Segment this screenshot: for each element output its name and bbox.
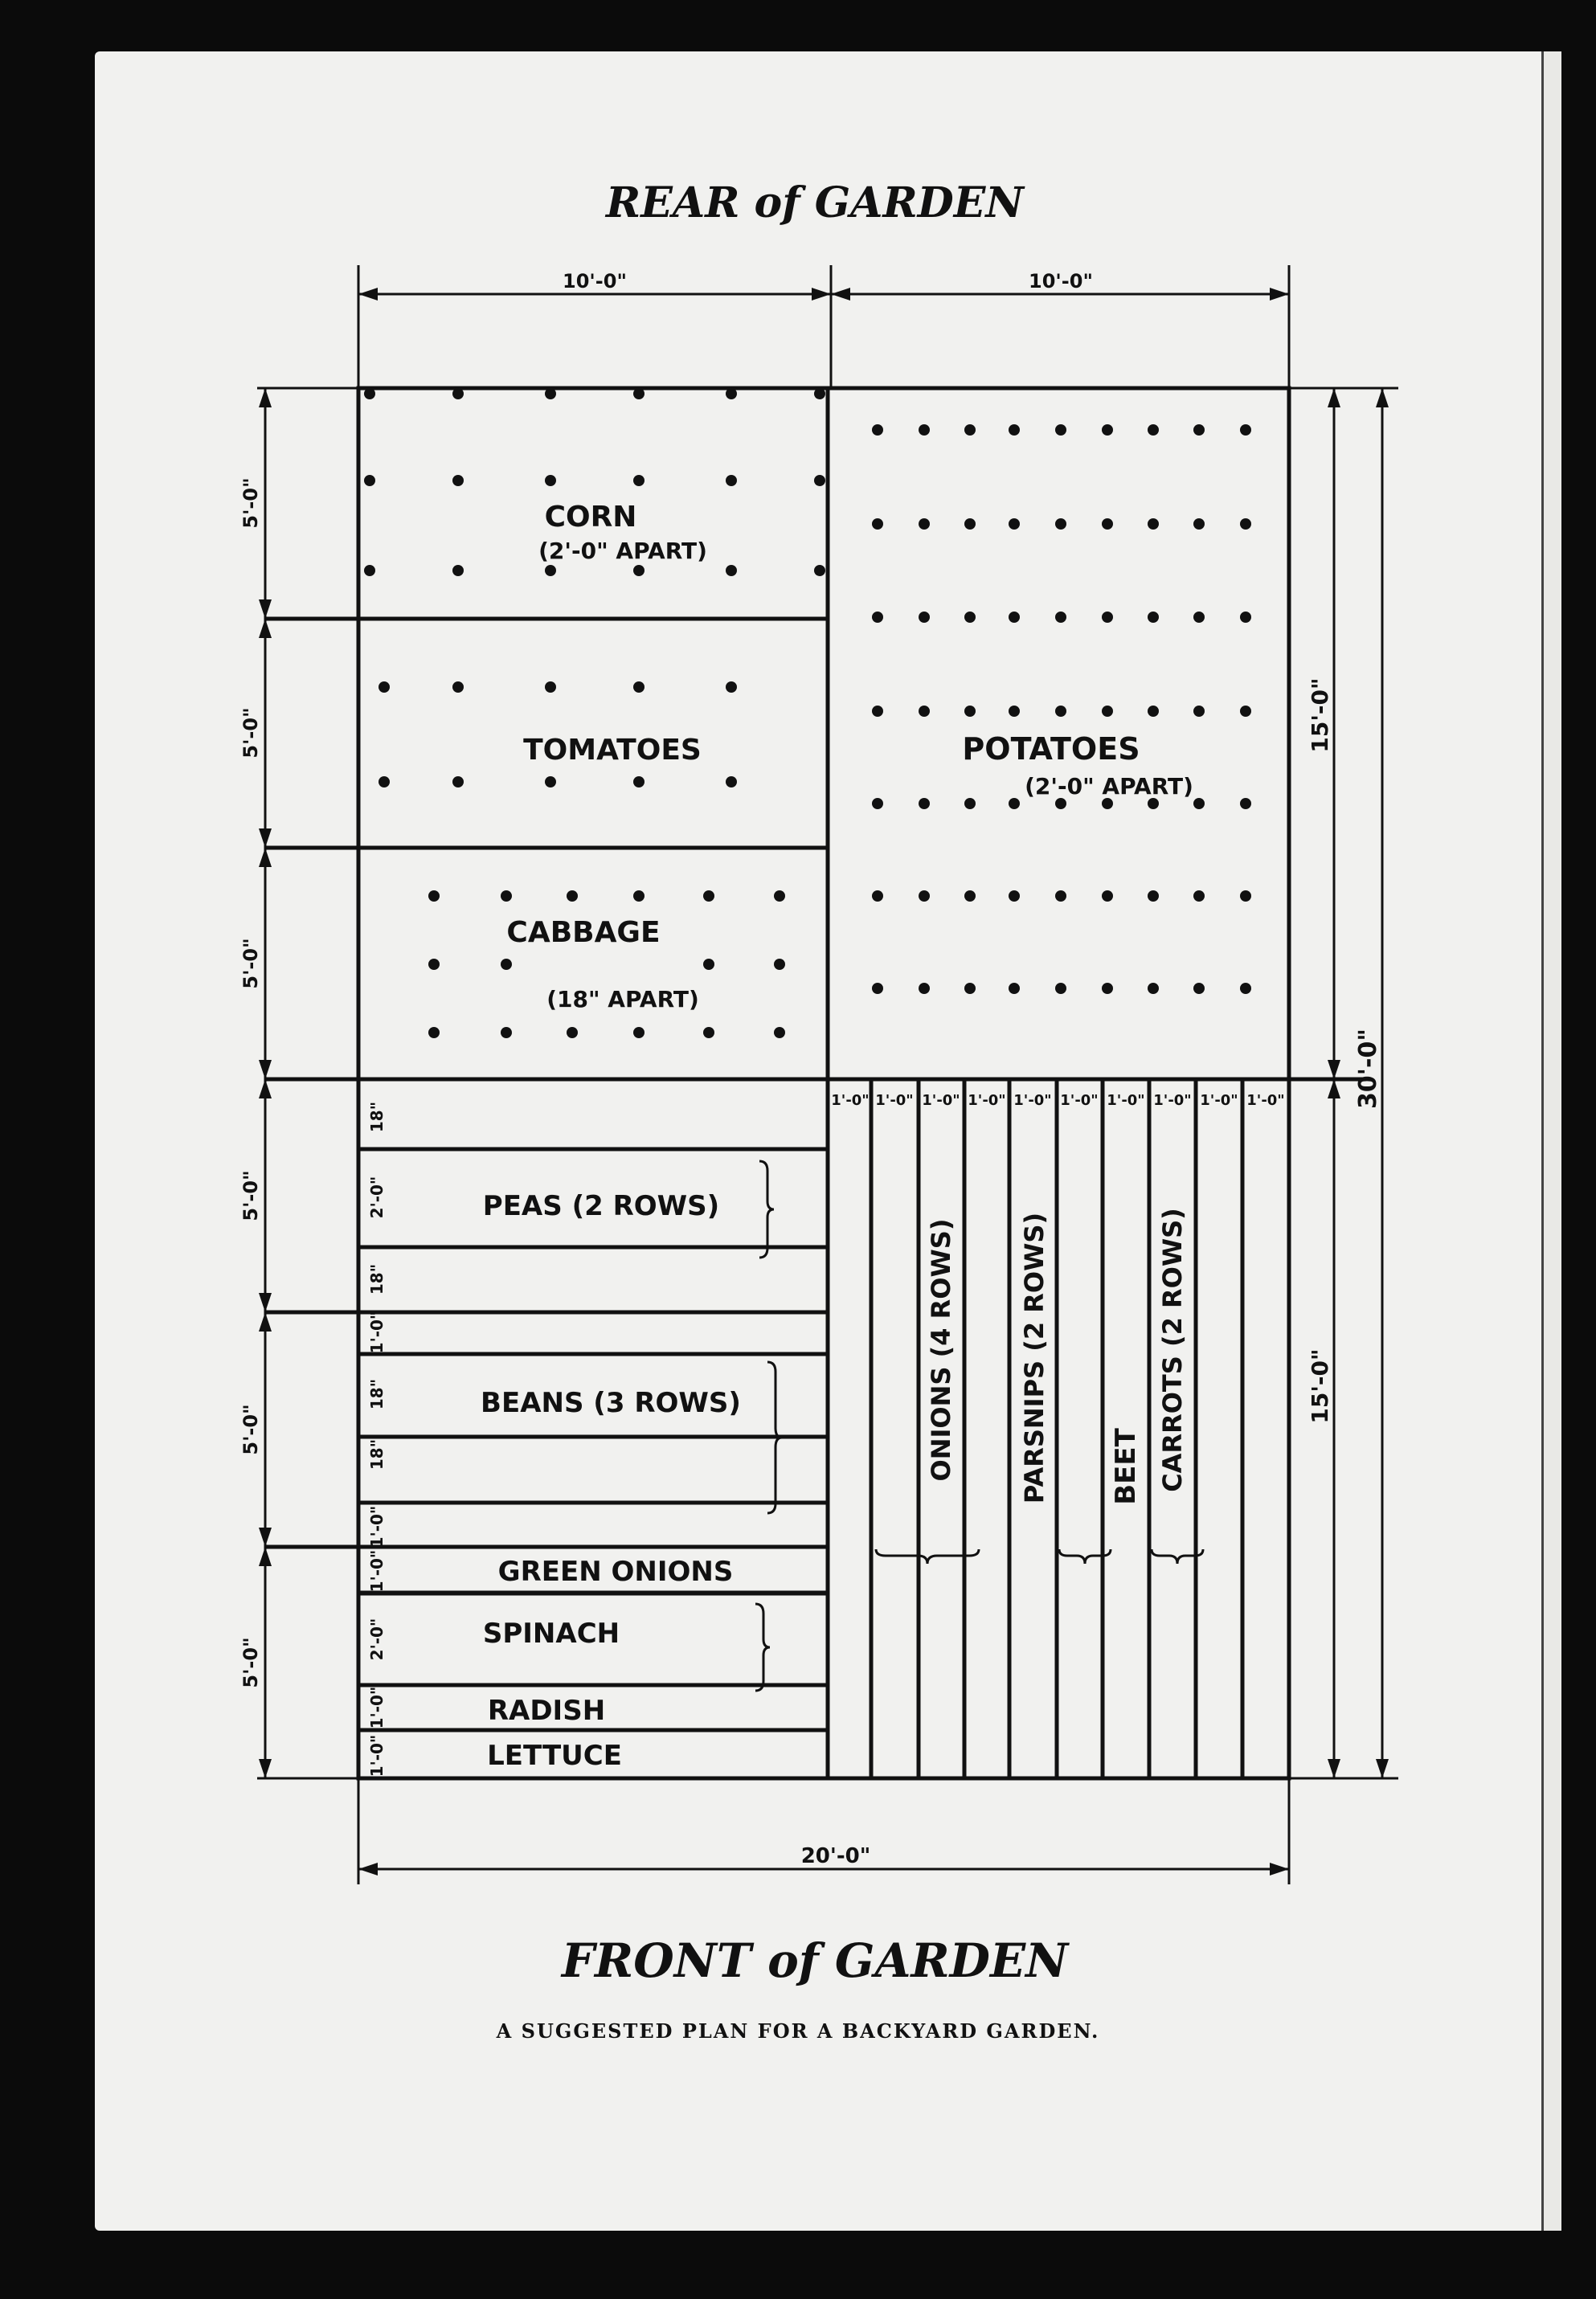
plant-dot: [1055, 890, 1066, 902]
dim-left-1: 5'-0": [239, 477, 262, 529]
plant-dot: [1055, 612, 1066, 623]
plant-dot: [1240, 424, 1251, 436]
plant-dot: [1193, 424, 1205, 436]
plant-dot: [1193, 518, 1205, 530]
label-potatoes: POTATOES: [962, 731, 1140, 767]
plant-dot: [452, 475, 464, 486]
label-corn-note: (2'-0" APART): [538, 538, 707, 564]
plant-dot: [428, 890, 440, 902]
right-row-spacing-label: 1'-0": [1200, 1092, 1238, 1109]
right-row-spacing-label: 1'-0": [968, 1092, 1006, 1109]
dim-right-upper: 15'-0": [1307, 677, 1333, 753]
left-row-spacing-label: 1'-0": [367, 1734, 387, 1777]
plant-dot: [633, 776, 645, 787]
plant-dot: [1148, 424, 1159, 436]
plant-dot: [872, 424, 883, 436]
plant-dot: [964, 424, 976, 436]
plant-dot: [452, 388, 464, 399]
left-row-spacing-label: 18": [367, 1101, 387, 1133]
dim-right-total: 30'-0": [1354, 1029, 1382, 1109]
plant-dot: [633, 890, 645, 902]
plant-dot: [1055, 706, 1066, 717]
plant-dot: [1055, 798, 1066, 809]
plant-dot: [1148, 518, 1159, 530]
plant-dot: [814, 565, 825, 576]
plant-dot: [633, 388, 645, 399]
label-beet: BEET: [1110, 1428, 1142, 1505]
plant-dot: [872, 612, 883, 623]
plant-dot: [919, 706, 930, 717]
plant-dot: [1240, 890, 1251, 902]
plant-dot: [703, 959, 714, 970]
label-green-onions: GREEN ONIONS: [497, 1556, 734, 1588]
plant-dot: [1240, 798, 1251, 809]
plant-dot: [567, 890, 578, 902]
row-braces: [755, 1161, 1203, 1691]
plant-dot: [964, 890, 976, 902]
dim-left-3: 5'-0": [239, 938, 262, 989]
right-row-spacing-label: 1'-0": [1013, 1092, 1052, 1109]
plant-dot: [1009, 518, 1020, 530]
plant-dot: [545, 388, 556, 399]
label-potatoes-note: (2'-0" APART): [1025, 773, 1193, 800]
plant-dot: [1102, 798, 1113, 809]
plant-dot: [1009, 612, 1020, 623]
label-corn: CORN: [544, 501, 637, 534]
plant-dot: [919, 518, 930, 530]
right-row-spacing-label: 1'-0": [1153, 1092, 1192, 1109]
label-beans: BEANS (3 ROWS): [481, 1387, 741, 1419]
rear-heading: REAR of GARDEN: [606, 178, 1024, 227]
plant-dot: [1009, 424, 1020, 436]
plant-dot: [1148, 798, 1159, 809]
plant-dot: [703, 1027, 714, 1038]
plant-dot: [964, 518, 976, 530]
figure-caption: A SUGGESTED PLAN FOR A BACKYARD GARDEN.: [496, 2019, 1100, 2043]
plant-dot: [1102, 518, 1113, 530]
plant-dot: [501, 1027, 512, 1038]
plant-dot: [1055, 518, 1066, 530]
label-lettuce: LETTUCE: [487, 1740, 622, 1772]
left-row-spacing-label: 18": [367, 1263, 387, 1295]
plant-dot: [872, 798, 883, 809]
left-row-spacing-label: 18": [367, 1378, 387, 1410]
label-cabbage: CABBAGE: [506, 916, 661, 949]
plant-dot: [726, 776, 737, 787]
plant-dot: [1102, 706, 1113, 717]
plant-dot: [633, 681, 645, 693]
dim-left-6: 5'-0": [239, 1637, 262, 1688]
label-onions: ONIONS (4 ROWS): [926, 1218, 956, 1482]
plant-dot: [1009, 890, 1020, 902]
plant-dot: [703, 890, 714, 902]
dim-top-right: 10'-0": [1029, 270, 1093, 292]
plant-dot: [774, 890, 785, 902]
plant-dot: [501, 959, 512, 970]
plant-dot: [1148, 706, 1159, 717]
plant-dot: [379, 681, 390, 693]
plant-dot: [1193, 983, 1205, 994]
label-radish: RADISH: [487, 1695, 606, 1727]
left-row-spacing-label: 18": [367, 1438, 387, 1471]
plant-dot: [919, 424, 930, 436]
left-row-spacing-label: 1'-0": [367, 1686, 387, 1729]
label-parsnips: PARSNIPS (2 ROWS): [1019, 1212, 1050, 1504]
dim-bottom-total: 20'-0": [800, 1844, 871, 1868]
plant-dot: [545, 475, 556, 486]
dim-left-2: 5'-0": [239, 707, 262, 759]
plant-dot: [964, 612, 976, 623]
plant-dot: [1148, 612, 1159, 623]
plant-dot: [567, 1027, 578, 1038]
label-carrots: CARROTS (2 ROWS): [1157, 1208, 1188, 1492]
left-row-spacing-labels: [367, 1102, 387, 1777]
plant-dot: [364, 475, 375, 486]
plant-dot: [428, 1027, 440, 1038]
left-row-spacing-label: 2'-0": [367, 1618, 387, 1661]
dimension-lines: [259, 288, 1389, 1876]
plant-dot: [1193, 890, 1205, 902]
plant-dot: [1055, 983, 1066, 994]
plant-dot: [1009, 706, 1020, 717]
dim-left-4: 5'-0": [239, 1170, 262, 1221]
plant-dot: [1148, 890, 1159, 902]
plant-dot: [1240, 983, 1251, 994]
plant-dot: [1148, 983, 1159, 994]
plant-dot: [1009, 983, 1020, 994]
plant-dot: [726, 681, 737, 693]
plant-dot: [726, 565, 737, 576]
plant-dot: [814, 388, 825, 399]
plant-dot: [964, 798, 976, 809]
left-row-spacing-label: 1'-0": [367, 1549, 387, 1593]
plant-dot: [1055, 424, 1066, 436]
left-row-spacing-label: 1'-0": [367, 1505, 387, 1548]
plant-dot: [428, 959, 440, 970]
plant-dot: [1193, 612, 1205, 623]
plan-lines: [257, 265, 1398, 1884]
right-row-spacing-label: 1'-0": [875, 1092, 914, 1109]
dim-right-lower: 15'-0": [1307, 1348, 1333, 1424]
plant-dot: [364, 565, 375, 576]
plant-dot: [452, 776, 464, 787]
right-row-spacing-label: 1'-0": [1107, 1092, 1145, 1109]
plant-dot: [919, 983, 930, 994]
plant-dots: [364, 388, 1251, 1038]
plant-dot: [1240, 706, 1251, 717]
right-row-spacing-label: 1'-0": [1060, 1092, 1099, 1109]
plant-dot: [1102, 890, 1113, 902]
plant-dot: [1240, 612, 1251, 623]
plant-dot: [726, 388, 737, 399]
plant-dot: [1009, 798, 1020, 809]
plant-dot: [872, 706, 883, 717]
plant-dot: [919, 890, 930, 902]
plant-dot: [364, 388, 375, 399]
front-heading: FRONT of GARDEN: [561, 1933, 1069, 1988]
left-row-spacing-label: 2'-0": [367, 1176, 387, 1219]
plant-dot: [452, 681, 464, 693]
plant-dot: [1102, 612, 1113, 623]
plant-dot: [774, 1027, 785, 1038]
label-spinach: SPINACH: [482, 1618, 620, 1650]
plant-dot: [964, 706, 976, 717]
plant-dot: [452, 565, 464, 576]
plant-dot: [633, 1027, 645, 1038]
plant-dot: [545, 681, 556, 693]
plant-dot: [774, 959, 785, 970]
plant-dot: [919, 798, 930, 809]
plant-dot: [814, 475, 825, 486]
plant-dot: [1193, 798, 1205, 809]
plant-dot: [872, 890, 883, 902]
plant-dot: [726, 475, 737, 486]
plant-dot: [1102, 424, 1113, 436]
plant-dot: [379, 776, 390, 787]
dim-left-5: 5'-0": [239, 1404, 262, 1455]
left-row-spacing-label: 1'-0": [367, 1311, 387, 1354]
right-row-spacing-label: 1'-0": [922, 1092, 960, 1109]
dim-top-left: 10'-0": [563, 270, 627, 292]
plant-dot: [545, 776, 556, 787]
right-row-spacing-label: 1'-0": [831, 1092, 870, 1109]
plant-dot: [872, 518, 883, 530]
plant-dot: [872, 983, 883, 994]
plant-dot: [501, 890, 512, 902]
plant-dot: [1240, 518, 1251, 530]
label-cabbage-note: (18" APART): [546, 986, 699, 1012]
label-tomatoes: TOMATOES: [523, 734, 702, 767]
plant-dot: [1102, 983, 1113, 994]
plant-dot: [545, 565, 556, 576]
plant-dot: [633, 475, 645, 486]
plant-dot: [919, 612, 930, 623]
right-row-spacing-label: 1'-0": [1246, 1092, 1285, 1109]
label-peas: PEAS (2 ROWS): [482, 1190, 720, 1222]
plant-dot: [1193, 706, 1205, 717]
plant-dot: [633, 565, 645, 576]
plant-dot: [964, 983, 976, 994]
